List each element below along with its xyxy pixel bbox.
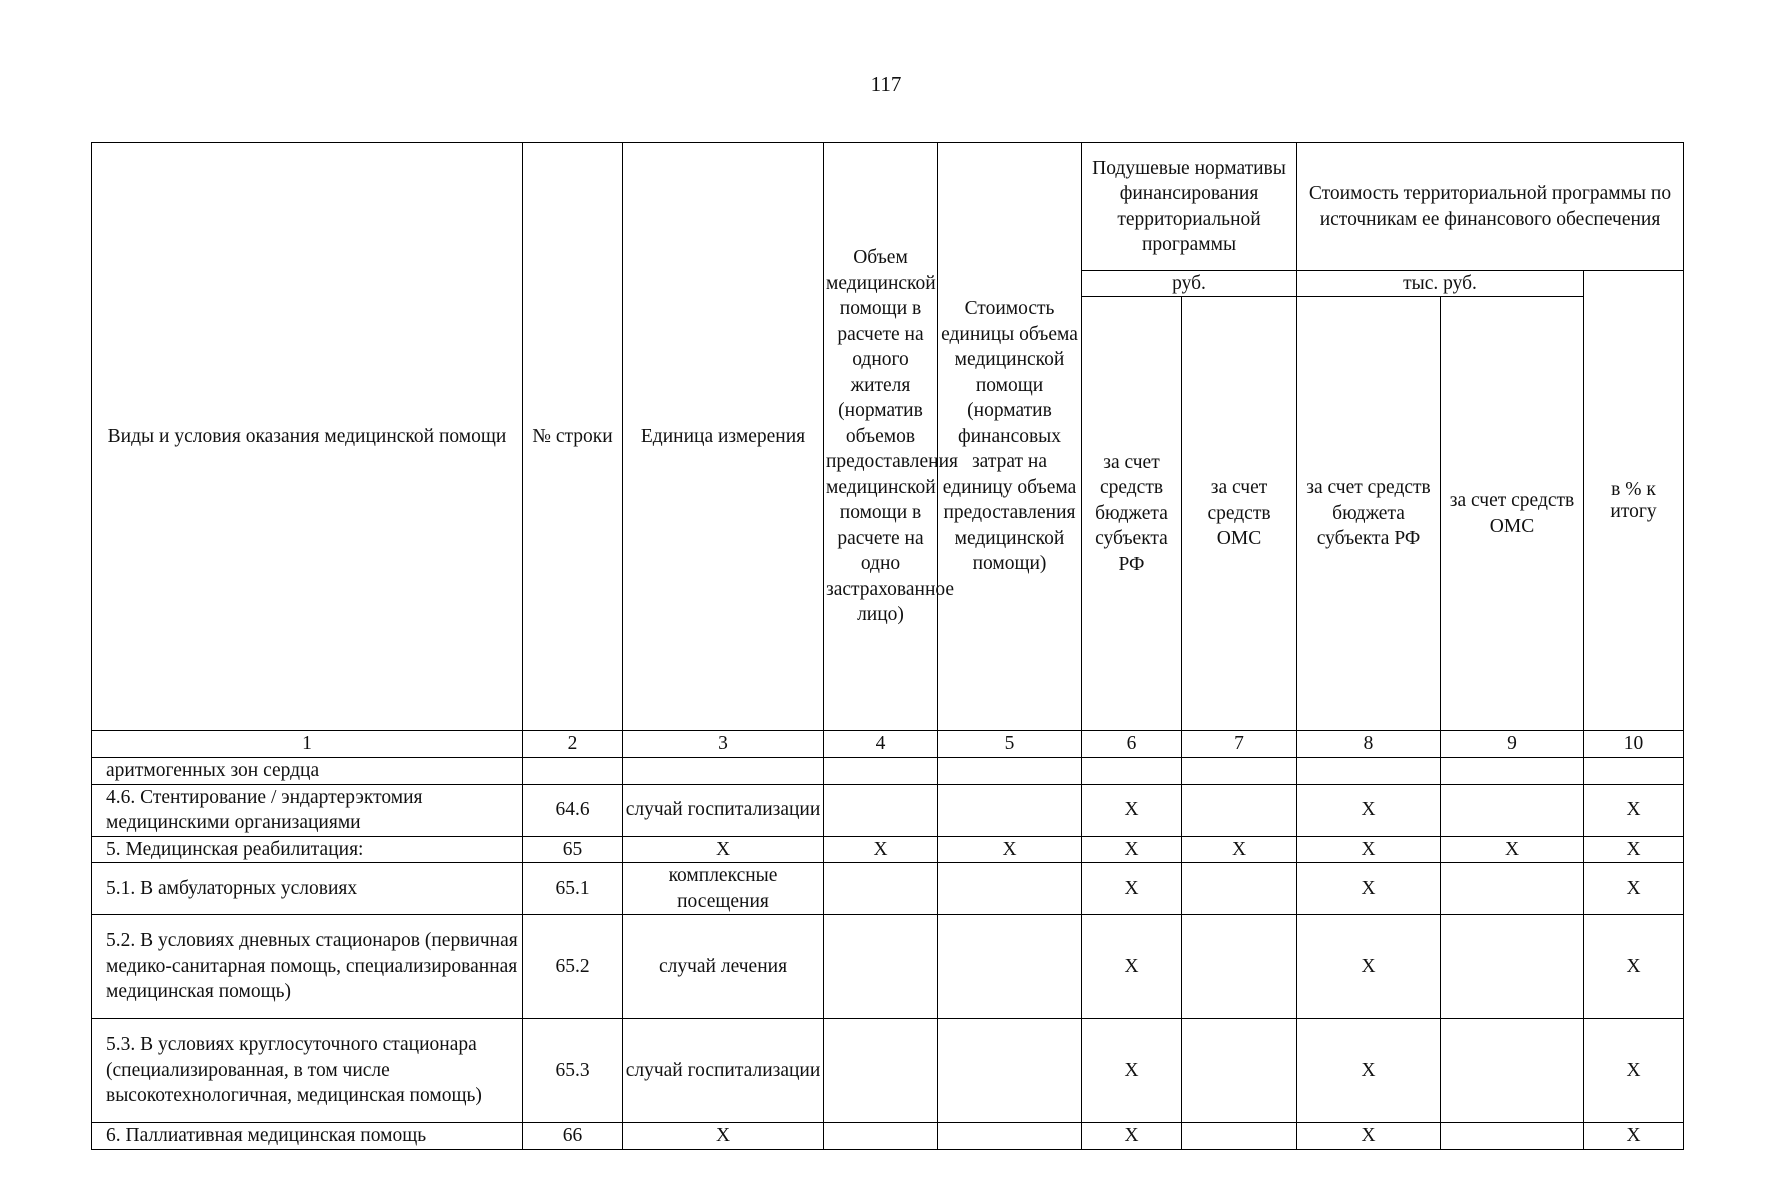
row-cost-oms: X (1441, 836, 1584, 863)
table-row (92, 1019, 1684, 1123)
column-number: 9 (1441, 731, 1584, 758)
row-cost-budget: X (1297, 863, 1441, 915)
row-volume: X (824, 836, 938, 863)
row-cost-budget: X (1297, 784, 1441, 836)
row-per-capita-oms (1182, 1019, 1297, 1123)
row-number: 66 (523, 1123, 623, 1150)
column-number: 1 (92, 731, 523, 758)
row-number: 65.3 (523, 1019, 623, 1123)
row-number: 65 (523, 836, 623, 863)
page-number: 117 (870, 72, 902, 96)
column-number: 2 (523, 731, 623, 758)
row-unit: случай лечения (623, 915, 824, 1019)
header-row-1 (92, 143, 1684, 271)
row-unit (623, 758, 824, 785)
row-per-capita-oms: X (1182, 836, 1297, 863)
row-per-capita-budget: X (1082, 915, 1182, 1019)
row-per-capita-oms (1182, 915, 1297, 1019)
row-name: аритмогенных зон сердца (92, 758, 523, 785)
header-unit-thousand-rub: тыс. руб. (1297, 271, 1584, 297)
row-cost-oms (1441, 863, 1584, 915)
row-cost-budget: X (1297, 1123, 1441, 1150)
row-volume (824, 758, 938, 785)
table-row (92, 784, 1684, 836)
header-program-cost: Стоимость территориальной программы по источникам ее финансового обеспечения (1297, 143, 1684, 271)
row-volume (824, 784, 938, 836)
row-cost-oms (1441, 784, 1584, 836)
row-per-capita-budget: X (1082, 784, 1182, 836)
row-unit-cost: X (938, 836, 1082, 863)
financing-table (91, 142, 1684, 1150)
table-row (92, 915, 1684, 1019)
table-row (92, 758, 1684, 785)
column-number: 7 (1182, 731, 1297, 758)
header-volume-per-capita: Объем медицинской помощи в расчете на одного жителя (норматив объемов предоставления медицинской помощи в расчете на одно застрахованное лицо) (824, 143, 938, 731)
row-per-capita-oms (1182, 1123, 1297, 1150)
row-per-capita-budget (1082, 758, 1182, 785)
row-unit-cost (938, 758, 1082, 785)
header-per-capita-oms: за счет средств ОМС (1182, 297, 1297, 731)
row-per-capita-budget: X (1082, 836, 1182, 863)
header-unit-rub: руб. (1082, 271, 1297, 297)
row-volume (824, 863, 938, 915)
row-unit: случай госпитализации (623, 784, 824, 836)
row-number (523, 758, 623, 785)
row-name: 4.6. Стентирование / эндартерэктомия медицинскими организациями (92, 784, 523, 836)
column-number: 5 (938, 731, 1082, 758)
row-volume (824, 1123, 938, 1150)
row-percent: X (1584, 836, 1684, 863)
row-name: 5. Медицинская реабилитация: (92, 836, 523, 863)
column-number: 3 (623, 731, 824, 758)
row-cost-budget (1297, 758, 1441, 785)
row-cost-budget: X (1297, 1019, 1441, 1123)
header-type-of-care: Виды и условия оказания медицинской помощи (92, 143, 523, 731)
row-name: 5.3. В условиях круглосуточного стационара (специализированная, в том числе высокотехнологичная, медицинская помощь) (92, 1019, 523, 1123)
row-number: 65.1 (523, 863, 623, 915)
row-unit-cost (938, 915, 1082, 1019)
row-name: 6. Паллиативная медицинская помощь (92, 1123, 523, 1150)
row-number: 65.2 (523, 915, 623, 1019)
row-cost-oms (1441, 1123, 1584, 1150)
row-unit-cost (938, 1019, 1082, 1123)
row-per-capita-oms (1182, 863, 1297, 915)
column-number: 10 (1584, 731, 1684, 758)
table-row (92, 836, 1684, 863)
row-percent: X (1584, 915, 1684, 1019)
header-cost-budget: за счет средств бюджета субъекта РФ (1297, 297, 1441, 731)
row-cost-budget: X (1297, 836, 1441, 863)
column-number: 6 (1082, 731, 1182, 758)
row-number: 64.6 (523, 784, 623, 836)
header-per-capita-norms: Подушевые нормативы финансирования территориальной программы (1082, 143, 1297, 271)
row-volume (824, 915, 938, 1019)
header-percent-of-total: в % к итогу (1584, 271, 1684, 731)
row-unit-cost (938, 863, 1082, 915)
row-unit: X (623, 836, 824, 863)
header-unit-cost: Стоимость единицы объема медицинской помощи (норматив финансовых затрат на единицу объема предоставления медицинской помощи) (938, 143, 1082, 731)
row-name: 5.1. В амбулаторных условиях (92, 863, 523, 915)
column-number-row (92, 731, 1684, 758)
column-number: 8 (1297, 731, 1441, 758)
row-cost-oms (1441, 758, 1584, 785)
row-unit: случай госпитализации (623, 1019, 824, 1123)
header-cost-oms: за счет средств ОМС (1441, 297, 1584, 731)
row-volume (824, 1019, 938, 1123)
row-unit-cost (938, 784, 1082, 836)
row-per-capita-budget: X (1082, 1019, 1182, 1123)
row-unit: X (623, 1123, 824, 1150)
row-cost-oms (1441, 915, 1584, 1019)
row-cost-budget: X (1297, 915, 1441, 1019)
header-row-number: № строки (523, 143, 623, 731)
row-percent: X (1584, 784, 1684, 836)
row-percent: X (1584, 1019, 1684, 1123)
row-per-capita-oms (1182, 758, 1297, 785)
header-unit: Единица измерения (623, 143, 824, 731)
header-per-capita-budget: за счет средств бюджета субъекта РФ (1082, 297, 1182, 731)
row-unit: комплексные посещения (623, 863, 824, 915)
table-row (92, 863, 1684, 915)
column-number: 4 (824, 731, 938, 758)
row-percent (1584, 758, 1684, 785)
row-per-capita-budget: X (1082, 863, 1182, 915)
row-per-capita-oms (1182, 784, 1297, 836)
row-name: 5.2. В условиях дневных стационаров (первичная медико-санитарная помощь, специализированная медицинская помощь) (92, 915, 523, 1019)
row-percent: X (1584, 863, 1684, 915)
row-percent: X (1584, 1123, 1684, 1150)
table-row (92, 1123, 1684, 1150)
row-unit-cost (938, 1123, 1082, 1150)
row-per-capita-budget: X (1082, 1123, 1182, 1150)
row-cost-oms (1441, 1019, 1584, 1123)
